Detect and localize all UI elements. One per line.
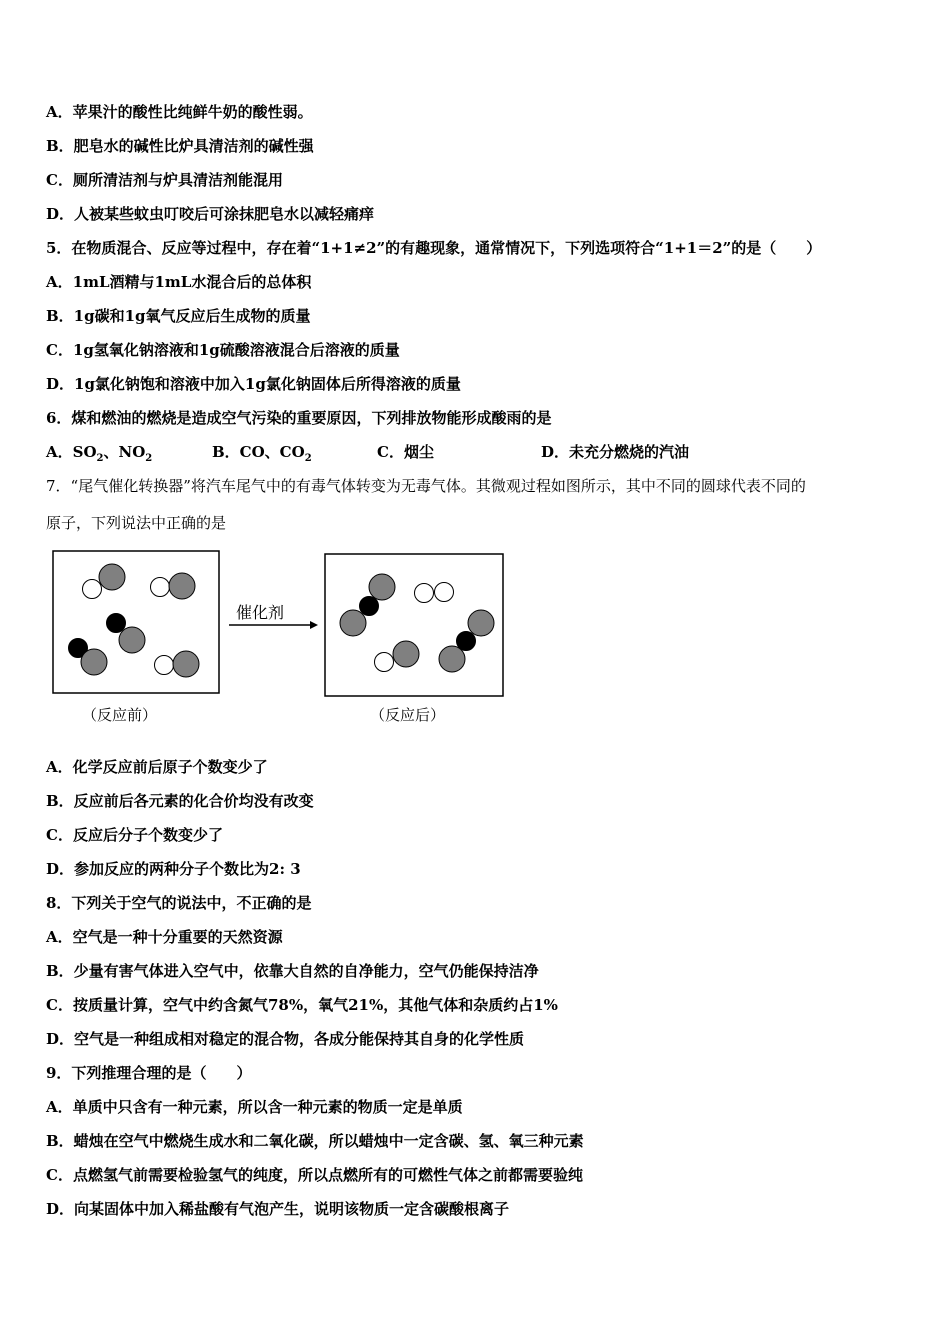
- q9-option-d: D．向某固体中加入稀盐酸有气泡产生，说明该物质一定含碳酸根离子: [46, 1200, 510, 1218]
- q9-option-b: B．蜡烛在空气中燃烧生成水和二氧化碳，所以蜡烛中一定含碳、氢、氧三种元素: [46, 1132, 584, 1150]
- q8-stem: 8．下列关于空气的说法中，不正确的是: [46, 894, 312, 912]
- q8-option-b: B．少量有害气体进入空气中，依靠大自然的自净能力，空气仍能保持洁净: [46, 962, 539, 980]
- q4-option-b: B．肥皂水的碱性比炉具清洁剂的碱性强: [46, 137, 314, 155]
- before-caption: （反应前）: [82, 706, 158, 724]
- q6-option-c: C．烟尘: [377, 443, 434, 461]
- q5-option-c: C．1g氢氧化钠溶液和1g硫酸溶液混合后溶液的质量: [46, 341, 400, 359]
- reaction-diagram: [52, 548, 512, 738]
- q5-stem: 5．在物质混合、反应等过程中，存在着“1+1≠2”的有趣现象，通常情况下，下列选项符合“1+1＝2”的是（ ）: [46, 239, 822, 257]
- q6-option-d: D．未充分燃烧的汽油: [541, 443, 690, 461]
- q9-stem: 9．下列推理合理的是（ ）: [46, 1064, 252, 1082]
- after-caption: （反应后）: [370, 706, 446, 724]
- q9-option-a: A．单质中只含有一种元素，所以含一种元素的物质一定是单质: [46, 1098, 463, 1116]
- q7-option-d: D．参加反应的两种分子个数比为2: 3: [46, 860, 301, 878]
- q4-option-a: A．苹果汁的酸性比纯鲜牛奶的酸性弱。: [46, 103, 313, 121]
- q8-option-c: C．按质量计算，空气中约含氮气78%，氧气21%，其他气体和杂质约占1%: [46, 996, 558, 1014]
- q4-option-c: C．厕所清洁剂与炉具清洁剂能混用: [46, 171, 283, 189]
- q6-options: [46, 442, 689, 469]
- q7-option-c: C．反应后分子个数变少了: [46, 826, 223, 844]
- q6-stem: 6．煤和燃油的燃烧是造成空气污染的重要原因，下列排放物能形成酸雨的是: [46, 409, 552, 427]
- q7-option-b: B．反应前后各元素的化合价均没有改变: [46, 792, 314, 810]
- catalyst-label: 催化剂: [236, 603, 285, 622]
- q8-option-a: A．空气是一种十分重要的天然资源: [46, 928, 283, 946]
- q6-option-a: A．$SO_2$、$NO_2$: [46, 443, 153, 464]
- q8-option-d: D．空气是一种组成相对稳定的混合物，各成分能保持其自身的化学性质: [46, 1030, 525, 1048]
- q5-option-b: B．1g碳和1g氧气反应后生成物的质量: [46, 307, 311, 325]
- q4-option-d: D．人被某些蚊虫叮咬后可涂抹肥皂水以减轻痛痒: [46, 205, 375, 223]
- before-reaction-box: [53, 551, 219, 693]
- after-reaction-box: [325, 554, 503, 696]
- q7-option-a: A．化学反应前后原子个数变少了: [46, 758, 268, 776]
- q5-option-a: A．1mL酒精与1mL水混合后的总体积: [46, 273, 312, 291]
- q9-option-c: C．点燃氢气前需要检验氢气的纯度，所以点燃所有的可燃性气体之前都需要验纯: [46, 1166, 583, 1184]
- q6-option-b: B．CO、$CO_2$: [212, 443, 312, 464]
- q5-option-d: D．1g氯化钠饱和溶液中加入1g氯化钠固体后所得溶液的质量: [46, 375, 461, 393]
- q7-stem-line2: 原子，下列说法中正确的是: [46, 514, 227, 532]
- q7-stem-line1: 7．“尾气催化转换器”将汽车尾气中的有毒气体转变为无毒气体。其微观过程如图所示，其中不同的圆球代表不同的: [46, 477, 806, 495]
